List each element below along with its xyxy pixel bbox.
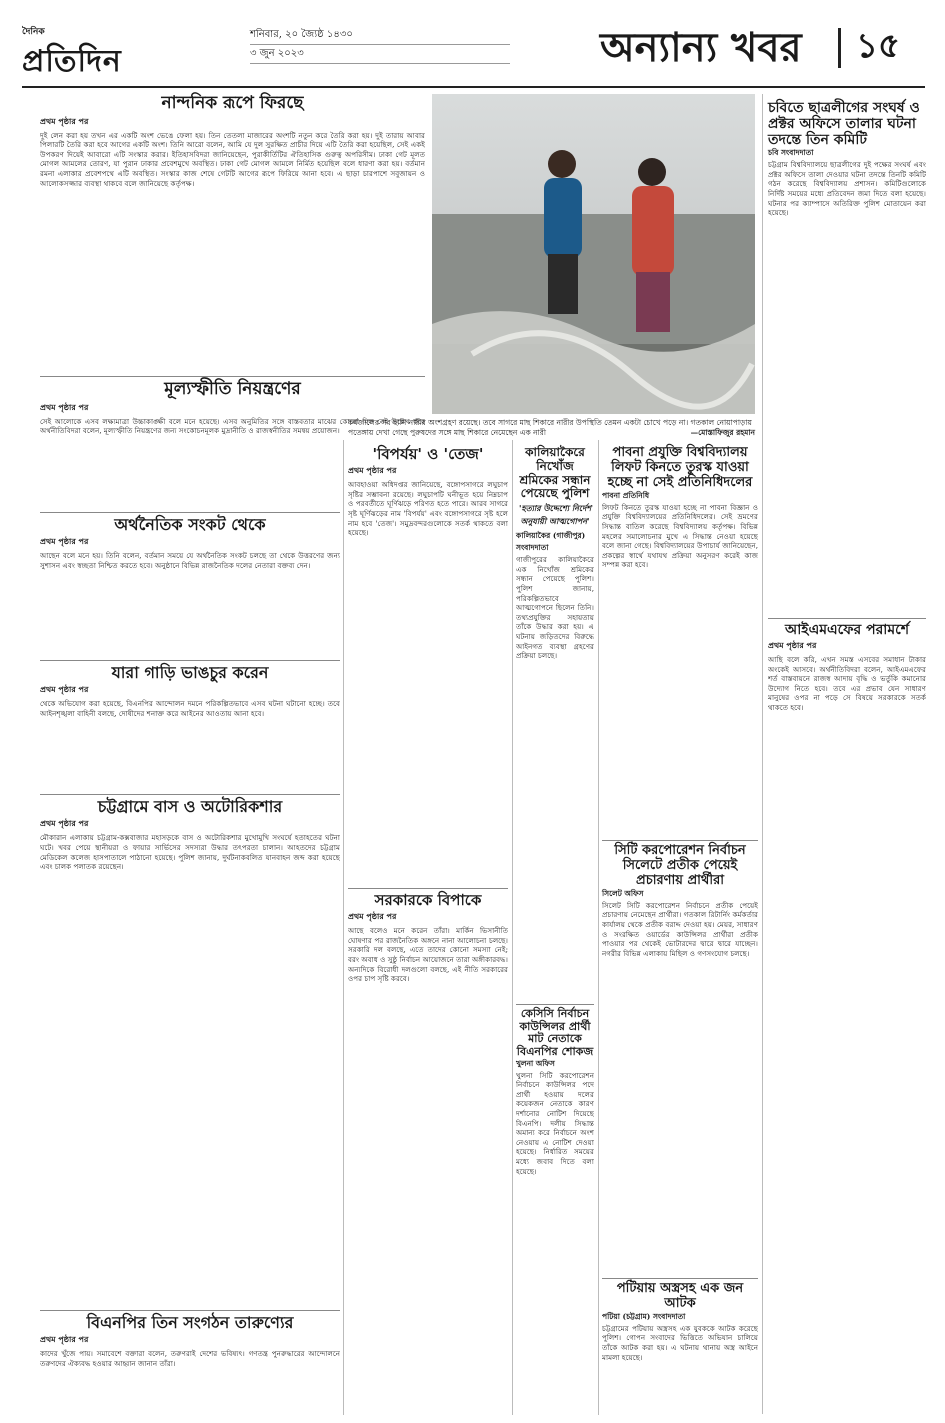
divider xyxy=(40,512,340,513)
logo-name: প্রতিদিন xyxy=(22,44,122,79)
article-patiya xyxy=(602,1282,758,1394)
divider xyxy=(348,888,508,889)
date-english: ৩ জুন ২০২৩ xyxy=(250,45,510,64)
divider xyxy=(40,1310,340,1311)
article-body: চট্টগ্রাম বিশ্ববিদ্যালয়ে ছাত্রলীগের দুই পক্ষের সংঘর্ষ এবং প্রক্টর অফিসে তালা দেওয়ার ঘটনা তদন্তে তিনটি কমিটি গঠন করেছে বিশ্ববিদ্যালয় প্রশাসন। কমিটিগুলোকে নির্দিষ্ট সময়ের মধ্যে প্রতিবেদন জমা দিতে বলা হয়েছে। ঘটনার পর ক্যাম্পাসে অতিরিক্ত পুলিশ মোতায়েন করা হয়েছে। xyxy=(768,160,926,218)
page-divider xyxy=(838,28,841,68)
article-body: দুই লেন করা হয় তখন এর একটি অংশ ভেঙে ফেলা হয়। তিন তেতলা মাজারের অংশটি নতুন করে তৈরি করা হয়। দুই তারায় আবার পিলারটি তৈরি করা হবে আগের একটি অংশ। তিনি আরো বলেন, আমি যে দুল সুরক্ষিত প্রাচীর দিয়ে এটি তৈরি করা হয়েছিল, সেই একই উপকরণ দিয়েই আবারো এটি সংস্কার করার। ইতিহাসবিদরা জানিয়েছেন, পুরাকীর্তিটির ঐতিহাসিক গুরুত্ব অপরিসীম। ঢাকা গেট মূলত মোগল আমলের তোরণ, যা পুরান ঢাকার প্রবেশমুখে অবস্থিত। ঢাকা গেট মোগল আমলে নির্মিত হয়েছিল বলে ধারণা করা হয়। বর্তমান রমনা এলাকার প্রবেশপথে এটি অবস্থিত। সংস্কার কাজ শেষে গেটটি আগের রূপে ফিরিয়ে আনা হবে। এ ছাড়া চারপাশে সবুজায়ন ও আলোকসজ্জার ব্যবস্থা থাকবে বলে জানিয়েছে কর্তৃপক্ষ। xyxy=(40,130,425,188)
photo-credit: —মোস্তাফিজুর রহমান xyxy=(690,428,755,437)
article-body: মৌকারান এলাকায় চট্টগ্রাম-কক্সবাজার মহাসড়কে বাস ও অটোরিকশার মুখোমুখি সংঘর্ষে হতাহতের ঘটনা ঘটে। খবর পেয়ে স্থানীয়রা ও ফায়ার সার্ভিসের সদস্যরা উদ্ধার তৎপরতা চালান। আহতদের চট্টগ্রাম মেডিকেল কলেজ হাসপাতালে পাঠানো হয়েছে। পুলিশ জানায়, দুর্ঘটনাকবলিত যানবাহন জব্দ করা হয়েছে এবং চালক পলাতক রয়েছেন। xyxy=(40,833,340,872)
article-kcc xyxy=(516,1008,594,1401)
logo-prefix: দৈনিক xyxy=(22,27,45,37)
headline: অর্থনৈতিক সংকট থেকে xyxy=(114,515,266,534)
page-number: ১৫ xyxy=(856,26,901,66)
headline: পটিয়ায় অস্ত্রসহ এক জন আটক xyxy=(616,1281,744,1311)
headline: নান্দনিক রূপে ফিরছে xyxy=(161,93,304,113)
byline: পাবনা প্রতিনিধি xyxy=(602,490,650,500)
article-body: খুলনা সিটি করপোরেশন নির্বাচনে কাউন্সিলর পদে প্রার্থী হওয়ায় দলের কয়েকজন নেতাকে কারণ দর্শানোর নোটিশ দিয়েছে বিএনপি। দলীয় সিদ্ধান্ত অমান্য করে নির্বাচনে অংশ নেওয়ায় এ নোটিশ দেওয়া হয়েছে। নির্ধারিত সময়ের মধ্যে জবাব দিতে বলা হয়েছে। xyxy=(516,1070,594,1176)
continued-kicker: প্রথম পৃষ্ঠার পর xyxy=(348,465,397,476)
article-body: আছে বলেও মনে করেন তাঁরা। মার্কিন ভিসানীতি ঘোষণার পর রাজনৈতিক অঙ্গনে নানা আলোচনা চলছে। সরকারি দল বলছে, এতে তাদের কোনো সমস্যা নেই; বরং অবাধ ও সুষ্ঠু নির্বাচন আয়োজনে তারা অঙ্গীকারবদ্ধ। অন্যদিকে বিরোধী দলগুলো বলছে, এই নীতি সরকারের ওপর চাপ সৃষ্টি করবে। xyxy=(348,926,508,984)
column-rule xyxy=(762,94,763,1414)
article-chhatra xyxy=(768,100,926,600)
article-body: চট্টগ্রামের পটিয়ায় অস্ত্রসহ এক যুবককে আটক করেছে পুলিশ। গোপন সংবাদের ভিত্তিতে অভিযান চালিয়ে তাঁকে আটক করা হয়। এ ঘটনায় থানায় অস্ত্র আইনে মামলা হয়েছে। xyxy=(602,1323,758,1362)
column-rule xyxy=(512,440,513,1415)
headline: আইএমএফের পরামর্শে xyxy=(784,622,910,638)
headline: চট্টগ্রামে বাস ও অটোরিকশার xyxy=(97,797,283,816)
newspaper-logo xyxy=(22,24,122,88)
continued-kicker: প্রথম পৃষ্ঠার পর xyxy=(768,640,817,651)
article-ctg-bus xyxy=(40,798,340,1303)
continued-kicker: প্রথম পৃষ্ঠার পর xyxy=(40,115,89,126)
headline: বিএনপির তিন সংগঠন তারুণ্যের xyxy=(86,1313,294,1332)
byline: খুলনা অফিস xyxy=(516,1058,555,1068)
subheadline: 'হত্যার উদ্দেশ্যে নির্দেশ অনুযায়ী আত্মগোপন' xyxy=(518,503,592,527)
headline: কেসিসি নির্বাচন কাউন্সিলর প্রার্থী মাট নেতাকে বিএনপির শোকজ xyxy=(516,1007,594,1058)
news-photo xyxy=(432,94,755,414)
headline: পাবনা প্রযুক্তি বিশ্ববিদ্যালয় লিফট কিনতে তুরস্ক যাওয়া হচ্ছে না সেই প্রতিনিধিদলের xyxy=(607,445,753,490)
article-body: গাজীপুরের কালিয়াকৈরে এক নিখোঁজ শ্রমিকের সন্ধান পেয়েছে পুলিশ। পুলিশ জানায়, পরিকল্পিতভাবে আত্মগোপনে ছিলেন তিনি। তথ্যপ্রযুক্তির সহায়তায় তাঁকে উদ্ধার করা হয়। এ ঘটনায় জড়িতদের বিরুদ্ধে আইনগত ব্যবস্থা গ্রহণের প্রক্রিয়া চলছে। xyxy=(516,555,594,661)
caption-text: কর্মজালের সব ছানি নারীর অংশগ্রহণ রয়েছে। তবে সাগরে মাছ শিকারে নারীর উপস্থিতি তেমন একটা চোখে পড়ে না। গতকাল নোয়াপাড়ায় পতেঙ্গায় দেখা গেছে পুরুষদের সঙ্গে মাছ শিকারে নেমেছেন এক নারী xyxy=(348,418,752,437)
continued-kicker: প্রথম পৃষ্ঠার পর xyxy=(40,536,89,547)
article-govt-trouble xyxy=(348,892,508,1416)
article-biparjoy xyxy=(348,446,508,880)
divider xyxy=(768,618,926,619)
byline: পটিয়া (চট্টগ্রাম) সংবাদদাতা xyxy=(602,1311,686,1321)
article-body: সেই আলোকে এসব লক্ষ্যমাত্রা উচ্চাকাঙ্ক্ষী বলে মনে হয়েছে। এসব অনুমিতির সঙ্গে বাস্তবতার মাঝের কোনো মিল নেই উল্লেখ করে অর্থনীতিবিদরা বলেন, মূল্যস্ফীতি নিয়ন্ত্রণের জন্য সংকোচনমূলক মুদ্রানীতি ও রাজস্বনীতির সমন্বয় প্রয়োজন। xyxy=(40,416,425,436)
headline: সিটি করপোরেশন নির্বাচন সিলেটে প্রতীক পেয়েই প্রচারণায় প্রার্থীরা xyxy=(614,843,746,888)
continued-kicker: প্রথম পৃষ্ঠার পর xyxy=(40,401,89,412)
photo-caption xyxy=(348,418,755,438)
divider xyxy=(602,840,758,841)
headline: সরকারকে বিপাকে xyxy=(374,891,482,909)
article-body: আবহাওয়া অধিদপ্তর জানিয়েছে, বঙ্গোপসাগরে লঘুচাপ সৃষ্টির সম্ভাবনা রয়েছে। লঘুচাপটি ঘনীভূত হয়ে নিম্নচাপ ও পরবর্তীতে ঘূর্ণিঝড়ে পরিণত হতে পারে। আরব সাগরে সৃষ্ট ঘূর্ণিঝড়ের নাম 'বিপর্যয়' এবং বঙ্গোপসাগরে সৃষ্ট হলে নাম হবে 'তেজ'। সমুদ্রবন্দরগুলোকে সতর্ক থাকতে বলা হয়েছে। xyxy=(348,480,508,538)
divider xyxy=(40,660,340,661)
dateline xyxy=(250,26,510,64)
article-kaliakoir xyxy=(516,446,594,995)
date-bengali: শনিবার, ২০ জ্যৈষ্ঠ ১৪৩০ xyxy=(250,26,510,45)
headline: যারা গাড়ি ভাঙচুর করেন xyxy=(111,663,269,682)
continued-kicker: প্রথম পৃষ্ঠার পর xyxy=(40,1334,89,1345)
byline: কালিয়াকৈর (গাজীপুর) সংবাদদাতা xyxy=(516,531,586,553)
headline: চবিতে ছাত্রলীগের সংঘর্ষ ও প্রক্টর অফিসে তালার ঘটনা তদন্তে তিন কমিটি xyxy=(768,100,920,149)
article-sylhet xyxy=(602,844,758,1271)
byline: সিলেট অফিস xyxy=(602,888,644,898)
article-imf xyxy=(768,622,926,1415)
article-body: কাদের খুঁজে পায়। সমাবেশে বক্তারা বলেন, তরুণরাই দেশের ভবিষ্যৎ। গণতন্ত্র পুনরুদ্ধারের আন্দোলনে তরুণদের ঐক্যবদ্ধ হওয়ার আহ্বান জানান তাঁরা। xyxy=(40,1349,340,1368)
fishermen-photo xyxy=(432,94,755,414)
byline: চবি সংবাদদাতা xyxy=(768,148,814,158)
article-nandanik xyxy=(40,94,425,386)
article-body: সিলেট সিটি করপোরেশন নির্বাচনে প্রতীক পেয়েই প্রচারণায় নেমেছেন প্রার্থীরা। গতকাল রিটার্নিং কর্মকর্তার কার্যালয় থেকে প্রতীক বরাদ্দ দেওয়া হয়। মেয়র, সাধারণ ও সংরক্ষিত ওয়ার্ডের কাউন্সিলর প্রার্থীরা প্রতীক পাওয়ার পর থেকেই ভোটারদের দ্বারে দ্বারে যাচ্ছেন। নগরীর বিভিন্ন এলাকায় মিছিল ও গণসংযোগ চলছে। xyxy=(602,900,758,958)
continued-kicker: প্রথম পৃষ্ঠার পর xyxy=(348,911,397,922)
column-rule xyxy=(598,440,599,1415)
masthead-rule xyxy=(22,86,925,88)
article-body: আছেন বলে মনে হয়। তিনি বলেন, বর্তমান সময়ে যে অর্থনৈতিক সংকট চলছে তা থেকে উত্তরণের জন্য সুশাসন এবং স্বচ্ছতা নিশ্চিত করতে হবে। অনুষ্ঠানে বিভিন্ন রাজনৈতিক দলের নেতারা বক্তব্য দেন। xyxy=(40,551,340,570)
article-pabna xyxy=(602,446,758,823)
headline: 'বিপর্যয়' ও 'তেজ' xyxy=(372,445,484,463)
article-car-vandal xyxy=(40,664,340,789)
divider xyxy=(516,1004,594,1005)
article-bnp-youth xyxy=(40,1314,340,1413)
article-body: থেকে অভিযোগ করা হয়েছে, বিএনপির আন্দোলন দমনে পরিকল্পিতভাবে এসব ঘটনা ঘটানো হচ্ছে। তবে আইনশৃঙ্খলা বাহিনী বলছে, দোষীদের শনাক্ত করে আইনের আওতায় আনা হবে। xyxy=(40,699,340,718)
divider xyxy=(40,794,340,795)
continued-kicker: প্রথম পৃষ্ঠার পর xyxy=(40,818,89,829)
divider xyxy=(602,1278,758,1279)
section-title: অন্যান্য খবর xyxy=(600,24,802,71)
continued-kicker: প্রথম পৃষ্ঠার পর xyxy=(40,684,89,695)
divider xyxy=(40,376,425,377)
headline: মূল্যস্ফীতি নিয়ন্ত্রণের xyxy=(164,379,301,399)
article-body: লিফট কিনতে তুরস্ক যাওয়া হচ্ছে না পাবনা বিজ্ঞান ও প্রযুক্তি বিশ্ববিদ্যালয়ের প্রতিনিধিদলের। সেই ভ্রমণের সিদ্ধান্ত বাতিল করেছে বিশ্ববিদ্যালয় কর্তৃপক্ষ। বিভিন্ন মহলের সমালোচনার মুখে এ সিদ্ধান্ত নেওয়া হয়েছে বলে জানা গেছে। বিশ্ববিদ্যালয়ের উপাচার্য জানিয়েছেন, প্রকল্পের স্বার্থে যথাযথ প্রক্রিয়া অনুসরণ করেই কাজ সম্পন্ন করা হবে। xyxy=(602,502,758,570)
column-rule xyxy=(343,440,344,1415)
headline: কালিয়াকৈরে নিখোঁজ শ্রমিকের সন্ধান পেয়েছে পুলিশ xyxy=(519,445,591,501)
article-economic-crisis xyxy=(40,516,340,655)
article-body: আছি বলে করি, এখন সমস্ত এসবের সমাধান টাকার অংকেই আসবে। অর্থনীতিবিদরা বলেন, আইএমএফের শর্ত বাস্তবায়নে রাজস্ব আদায় বৃদ্ধি ও ভর্তুকি কমানোর উদ্যোগ নিতে হবে। তবে এর প্রভাব যেন সাধারণ মানুষের ওপর না পড়ে সে বিষয়ে সরকারকে সতর্ক থাকতে হবে। xyxy=(768,655,926,713)
